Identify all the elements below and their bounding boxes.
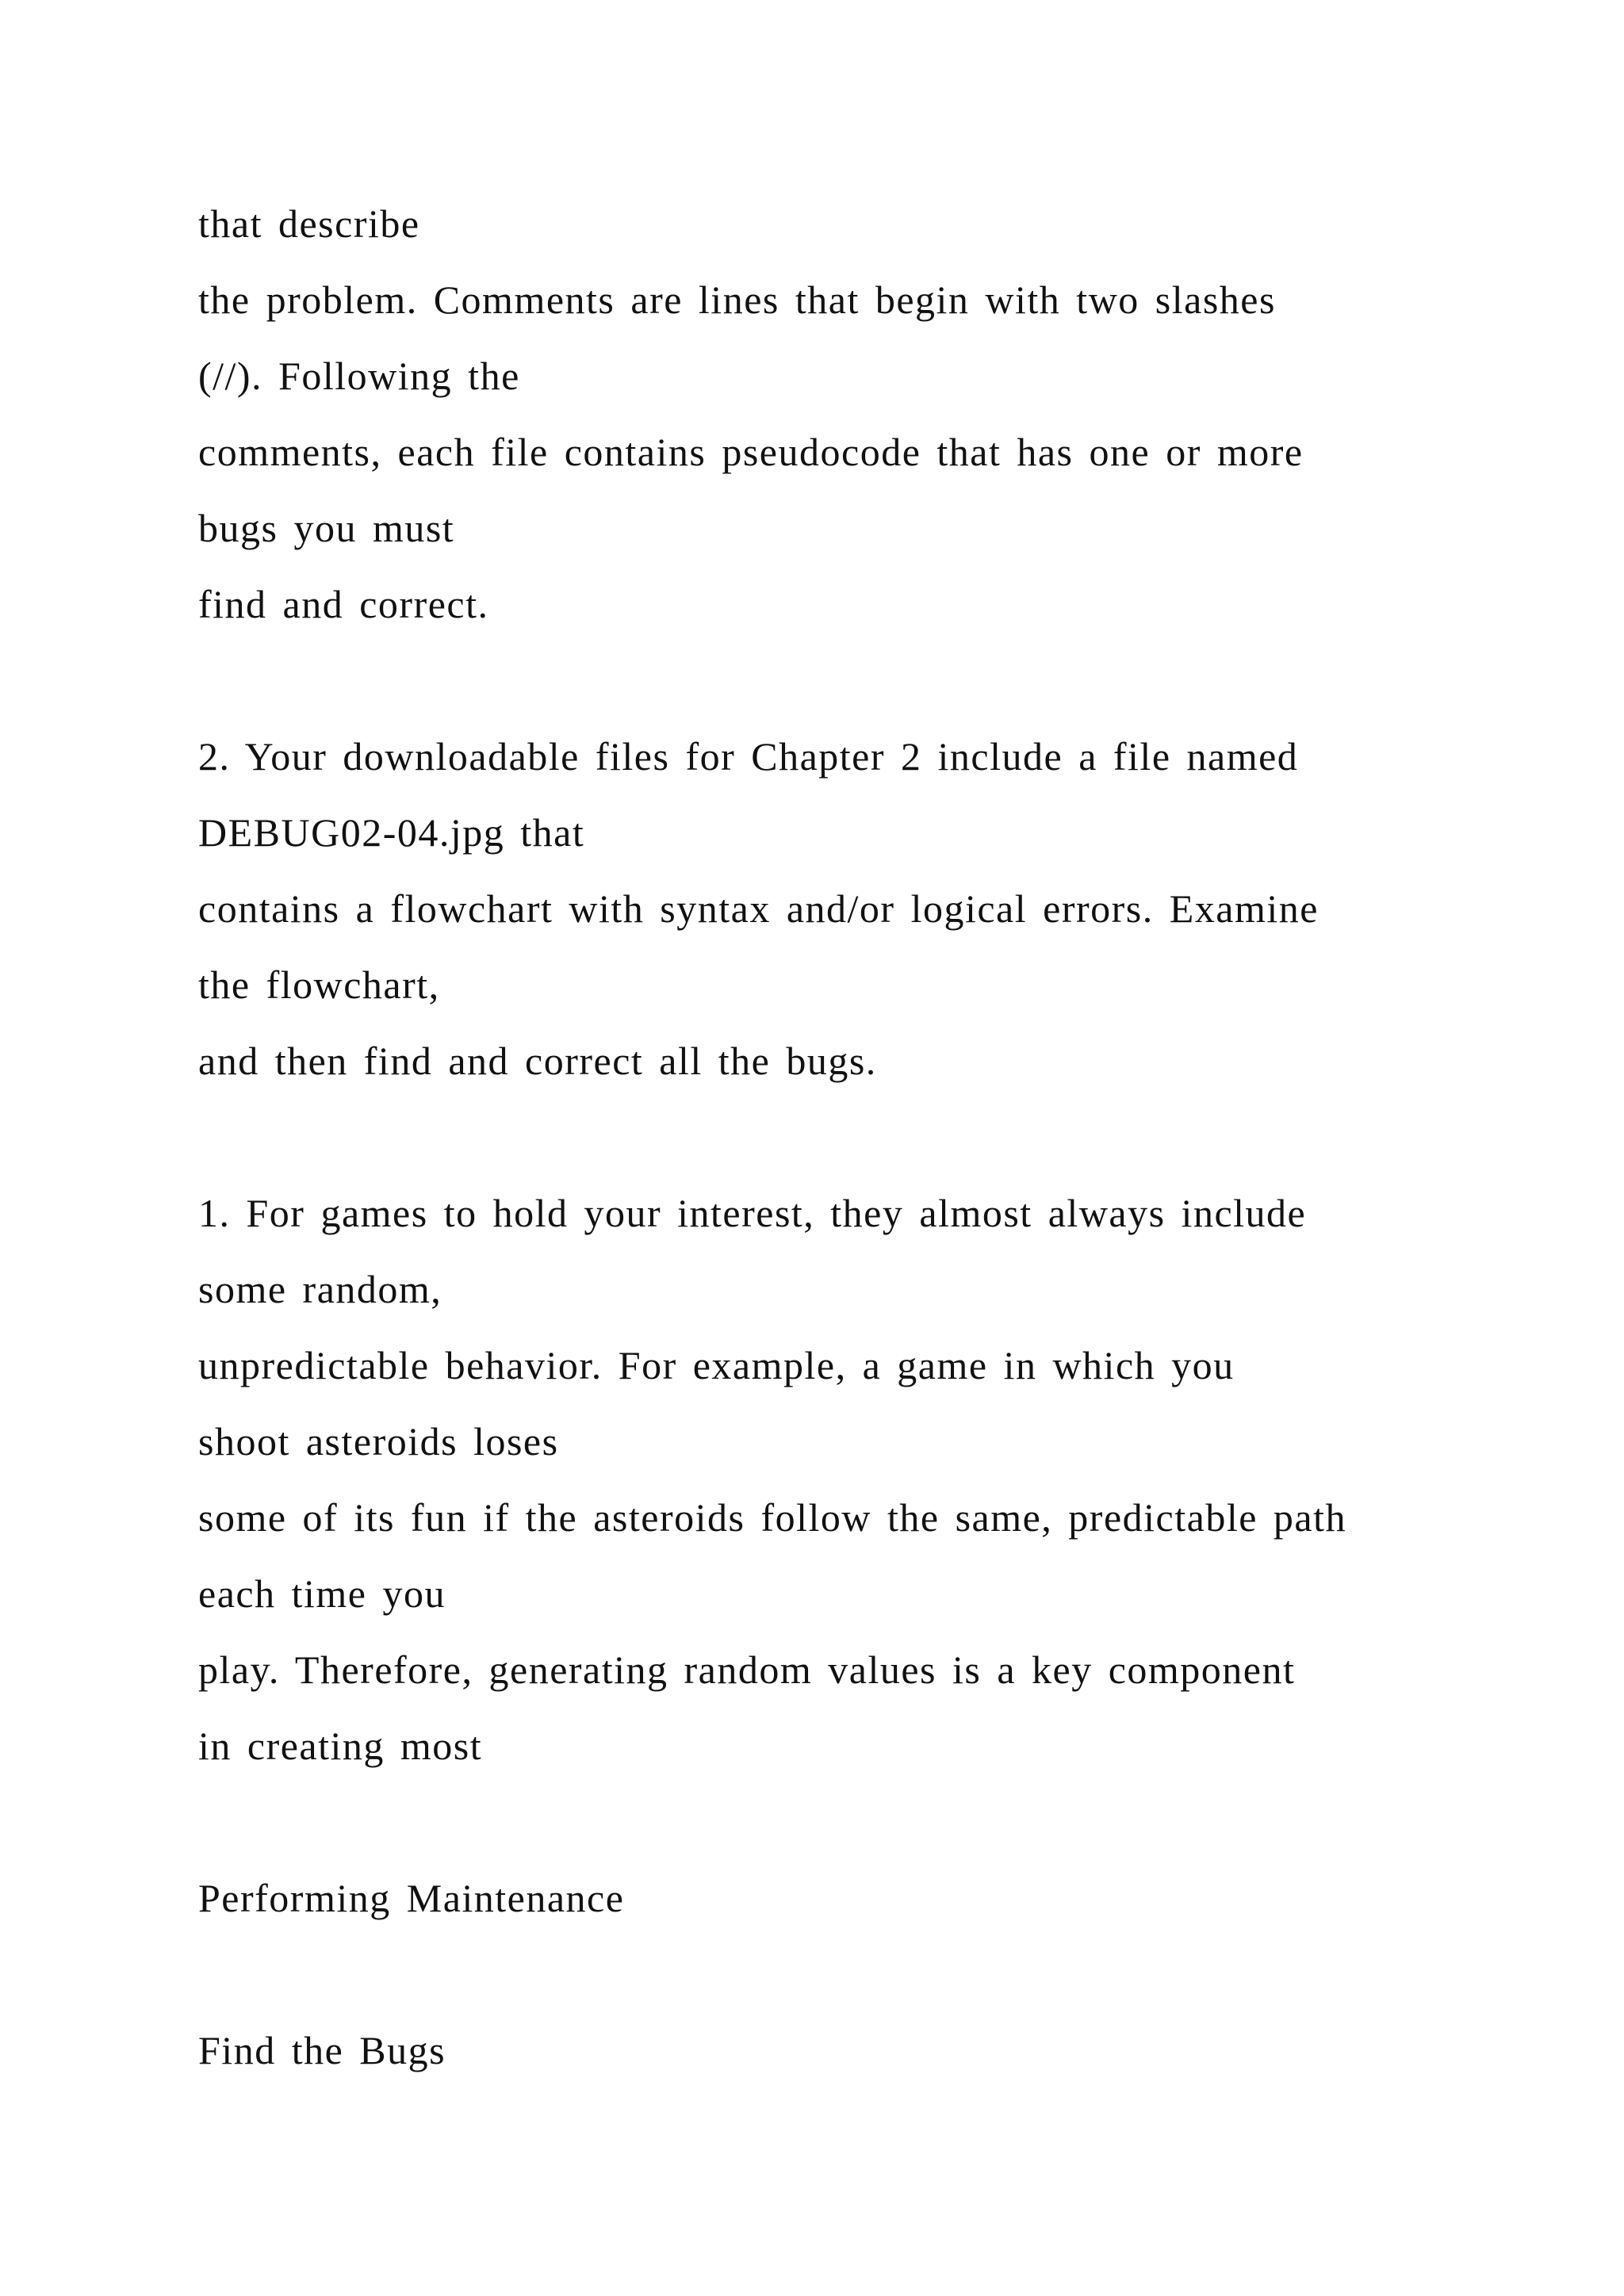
paragraph-comments xyxy=(198,186,1467,642)
heading-find-the-bugs xyxy=(198,2012,1467,2088)
section-heading: Find the Bugs xyxy=(198,2028,446,2072)
text-line: play. Therefore, generating random values is a key component xyxy=(198,1647,1296,1692)
text-line: find and correct. xyxy=(198,582,489,626)
paragraph-gap xyxy=(198,1936,1467,2012)
paragraph-exercise-1 xyxy=(198,1175,1467,1784)
document-body xyxy=(198,186,1467,2088)
text-line: some of its fun if the asteroids follow the same, predictable path xyxy=(198,1495,1346,1540)
text-line: the flowchart, xyxy=(198,962,440,1007)
text-line: 1. For games to hold your interest, they almost always include xyxy=(198,1191,1307,1235)
text-line: some random, xyxy=(198,1267,442,1311)
text-line: shoot asteroids loses xyxy=(198,1419,559,1464)
text-line: and then find and correct all the bugs. xyxy=(198,1039,877,1083)
text-line: (//). Following the xyxy=(198,354,520,398)
text-line: each time you xyxy=(198,1571,446,1616)
heading-performing-maintenance xyxy=(198,1860,1467,1936)
paragraph-gap xyxy=(198,1784,1467,1860)
text-line: that describe xyxy=(198,201,420,246)
text-line: contains a flowchart with syntax and/or logical errors. Examine xyxy=(198,886,1319,931)
paragraph-gap xyxy=(198,642,1467,718)
text-line: comments, each file contains pseudocode that has one or more xyxy=(198,430,1304,474)
text-line: unpredictable behavior. For example, a game in which you xyxy=(198,1343,1235,1387)
text-line: bugs you must xyxy=(198,506,455,550)
paragraph-gap xyxy=(198,1099,1467,1175)
text-line: in creating most xyxy=(198,1724,483,1768)
text-line: DEBUG02-04.jpg that xyxy=(198,810,585,855)
paragraph-exercise-2 xyxy=(198,718,1467,1099)
section-heading: Performing Maintenance xyxy=(198,1876,625,1920)
text-line: the problem. Comments are lines that begin with two slashes xyxy=(198,277,1276,322)
text-line: 2. Your downloadable files for Chapter 2 include a file named xyxy=(198,734,1299,779)
